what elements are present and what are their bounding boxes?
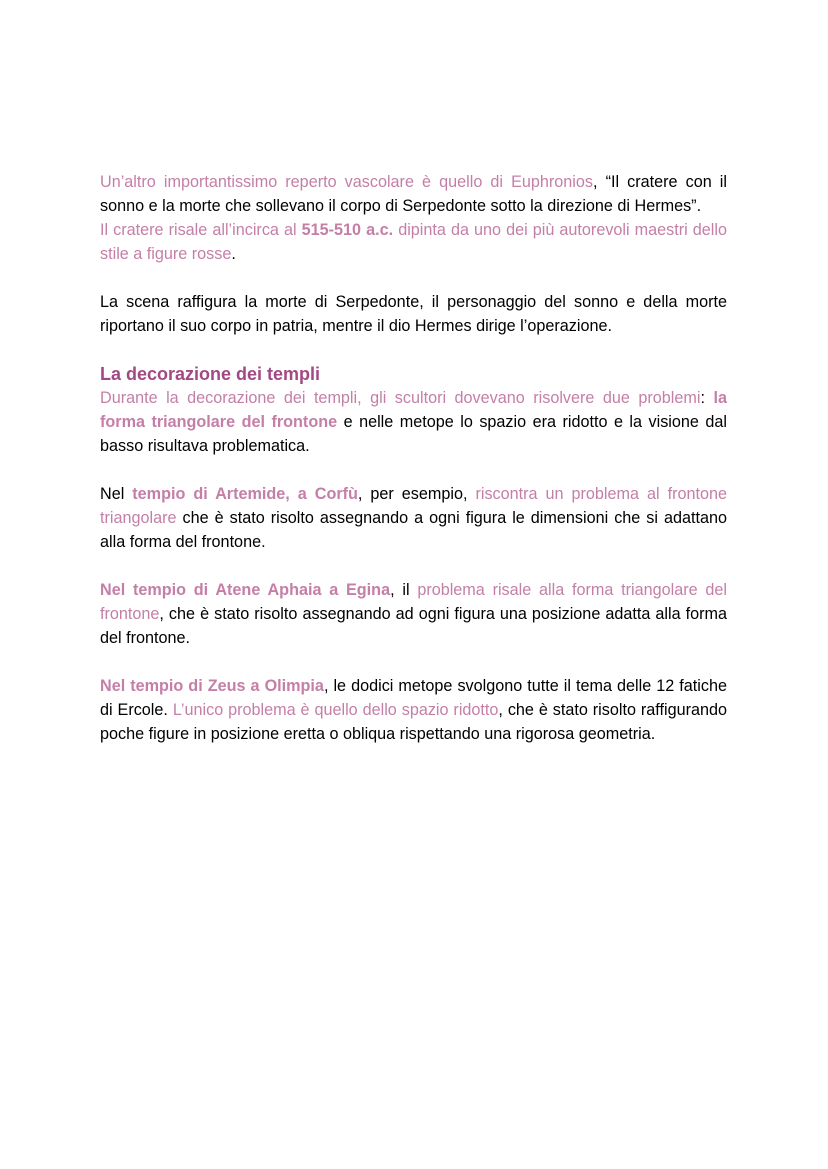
document-page [100, 170, 727, 746]
section-heading: La decorazione dei templi [100, 364, 321, 384]
spacer [100, 554, 727, 578]
keyword-highlight: la forma triangolare del frontone [100, 389, 727, 431]
text-run: , le dodici metope svolgono tutte il tema delle 12 fatiche di Ercole. [100, 677, 727, 719]
text-run: che è stato risolto assegnando a ogni figura le dimensioni che si adattano alla forma del frontone. [100, 509, 727, 551]
paragraph-aphaia [100, 578, 727, 650]
text-run: riscontra un problema al frontone triangolare [100, 485, 727, 527]
text-run: , per esempio, [357, 485, 476, 503]
text-run: e nelle metope lo spazio era ridotto e la visione dal basso risultava problematica. [100, 413, 727, 455]
keyword-highlight: tempio di Artemide, a Corfù [132, 485, 358, 503]
text-run: , che è stato risolto raffigurando poche figure in posizione eretta o obliqua rispettando una rigorosa geometria. [100, 701, 727, 743]
text-run: Il cratere risale all’incirca al [100, 221, 302, 239]
text-run: , che è stato risolto assegnando ad ogni figura una posizione adatta alla forma del frontone. [100, 605, 727, 647]
spacer [100, 650, 727, 674]
paragraph-euphronios [100, 170, 727, 218]
paragraph-decorazione [100, 386, 727, 458]
text-run: problema risale alla forma triangolare del frontone [100, 581, 727, 623]
text-run: Durante la decorazione dei templi, gli scultori dovevano risolvere due problemi [100, 389, 701, 407]
spacer [100, 458, 727, 482]
paragraph-zeus [100, 674, 727, 746]
keyword-highlight: Nel tempio di Atene Aphaia a Egina [100, 581, 391, 599]
spacer [100, 266, 727, 290]
spacer [100, 338, 727, 362]
text-run: L’unico problema è quello dello spazio ridotto [172, 701, 499, 719]
paragraph-cratere [100, 218, 727, 266]
text-run: , il [390, 581, 418, 599]
text-run: Un’altro importantissimo reperto vascolare è quello di Euphronios [100, 173, 593, 191]
keyword-highlight: Nel tempio di Zeus a Olimpia [100, 677, 324, 695]
paragraph-artemide [100, 482, 727, 554]
text-run: dipinta da uno dei più autorevoli maestri dello stile a figure rosse [100, 221, 728, 263]
text-run: . [231, 245, 236, 263]
text-run: : [700, 389, 714, 407]
text-run: , “Il cratere con il sonno e la morte che sollevano il corpo di Serpedonte sotto la direzione di Hermes”. [100, 173, 727, 215]
text-run: Nel [100, 485, 133, 503]
date-highlight: 515-510 a.c. [301, 221, 394, 239]
paragraph-scena: La scena raffigura la morte di Serpedonte, il personaggio del sonno e della morte riportano il suo corpo in patria, mentre il dio Hermes dirige l’operazione. [100, 293, 727, 335]
